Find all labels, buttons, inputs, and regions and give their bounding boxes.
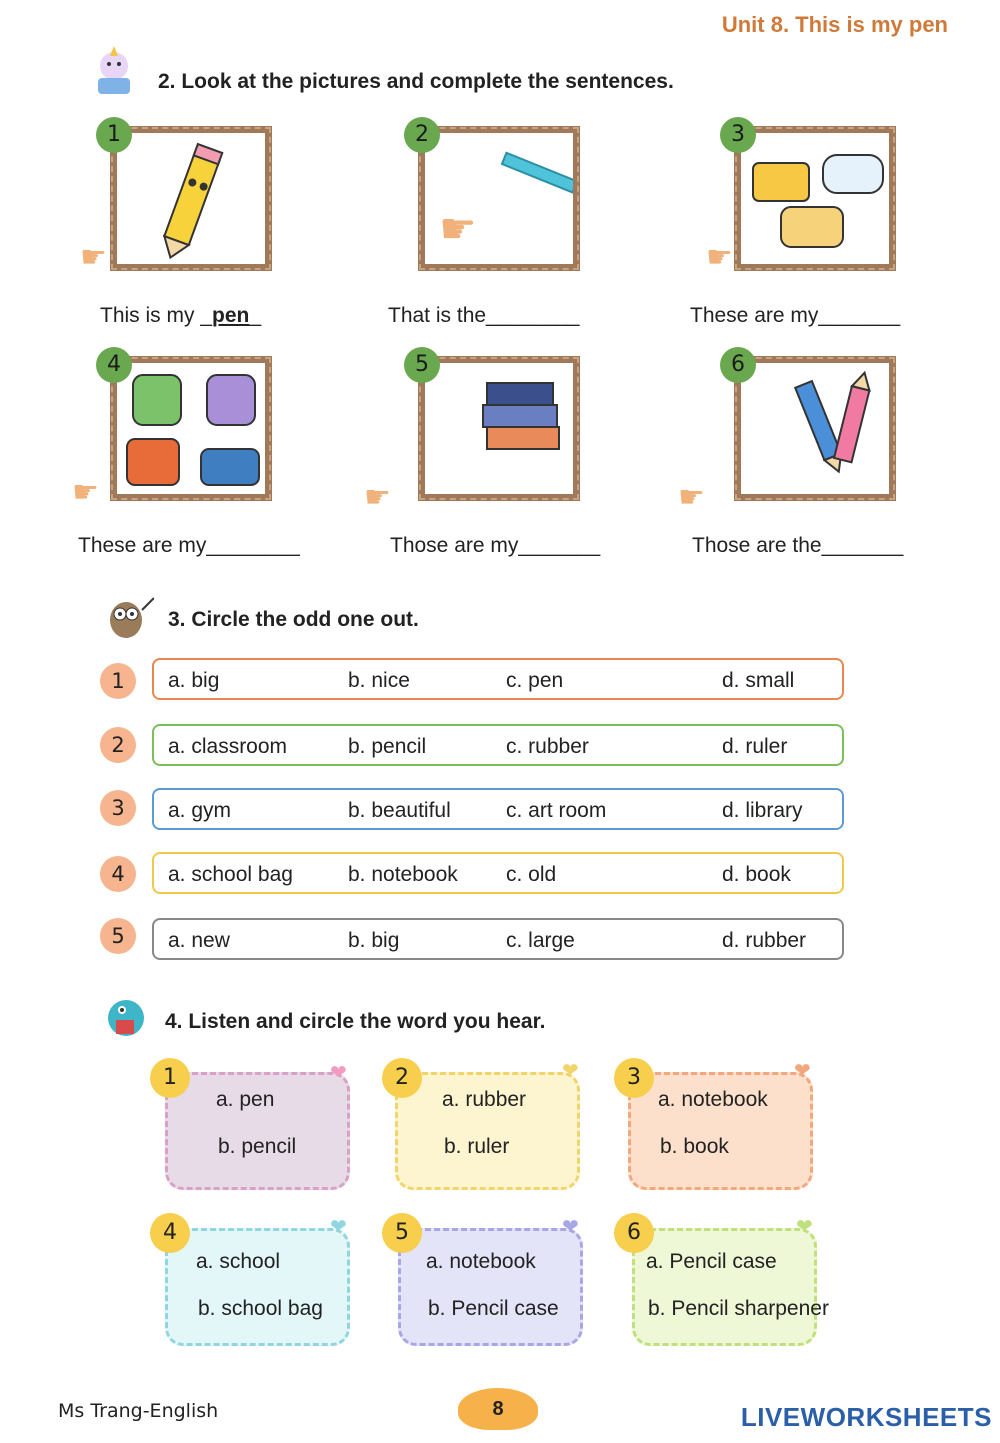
odd-row-2-option-d[interactable]: d. ruler: [722, 735, 788, 758]
odd-row-number-1: 1: [100, 663, 136, 699]
odd-row-5-option-a[interactable]: a. new: [168, 929, 230, 952]
sentence-3[interactable]: These are my_______: [690, 304, 901, 327]
picture-frame-2: [418, 126, 580, 271]
odd-row-3-option-b[interactable]: b. beautiful: [348, 799, 451, 822]
pencils-icon: [741, 363, 889, 494]
picture-frame-5: [418, 356, 580, 501]
sentence-1: This is my _pen_: [100, 304, 262, 327]
odd-row-3-option-a[interactable]: a. gym: [168, 799, 232, 822]
page-number: 8: [458, 1388, 538, 1430]
picture-number-1: 1: [96, 117, 132, 153]
sentence-5[interactable]: Those are my_______: [390, 534, 601, 557]
odd-row-2-option-a[interactable]: a. classroom: [168, 735, 288, 758]
listen-card-5: [398, 1228, 583, 1346]
listen-number-1: 1: [150, 1058, 190, 1098]
odd-row-number-5: 5: [100, 918, 136, 954]
ruler-icon: [425, 133, 573, 264]
listen-1-option-b[interactable]: b. pencil: [218, 1135, 297, 1158]
picture-frame-3: [734, 126, 896, 271]
picture-number-5: 5: [404, 347, 440, 383]
listen-card-4: [165, 1228, 350, 1346]
odd-row-4-option-c[interactable]: c. old: [506, 863, 557, 886]
heart-icon: ❤: [562, 1216, 579, 1238]
listen-5-option-a[interactable]: a. notebook: [426, 1250, 536, 1273]
odd-row-4-option-d[interactable]: d. book: [722, 863, 791, 886]
heart-icon: ❤: [330, 1216, 347, 1238]
pencil-icon: [117, 133, 265, 264]
listen-number-5: 5: [382, 1213, 422, 1253]
pointing-hand-icon: ☛: [80, 241, 107, 274]
books-icon: [425, 363, 573, 494]
heart-icon: ❤: [796, 1216, 813, 1238]
odd-row-1-option-b[interactable]: b. nice: [348, 669, 410, 692]
picture-frame-4: [110, 356, 272, 501]
section3-title: 3. Circle the odd one out.: [168, 608, 419, 631]
heart-icon: ❤: [562, 1060, 579, 1082]
section4-title: 4. Listen and circle the word you hear.: [165, 1010, 546, 1033]
unicorn-mascot-icon: [88, 44, 140, 96]
odd-row-4-option-b[interactable]: b. notebook: [348, 863, 458, 886]
odd-row-2-option-b[interactable]: b. pencil: [348, 735, 427, 758]
pointing-hand-icon: ☛: [364, 481, 391, 514]
listen-2-option-b[interactable]: b. ruler: [444, 1135, 510, 1158]
odd-row-2-option-c[interactable]: c. rubber: [506, 735, 589, 758]
unit-title: Unit 8. This is my pen: [721, 12, 948, 37]
picture-number-6: 6: [720, 347, 756, 383]
listen-number-6: 6: [614, 1213, 654, 1253]
odd-row-3-option-d[interactable]: d. library: [722, 799, 803, 822]
picture-number-4: 4: [96, 347, 132, 383]
listen-1-option-a[interactable]: a. pen: [216, 1088, 275, 1111]
listen-3-option-a[interactable]: a. notebook: [658, 1088, 768, 1111]
picture-frame-6: [734, 356, 896, 501]
dragon-mascot-icon: [102, 988, 154, 1040]
sentence-6[interactable]: Those are the_______: [692, 534, 904, 557]
pointing-hand-icon: ☛: [706, 241, 733, 274]
pointing-hand-icon: ☛: [678, 481, 705, 514]
odd-row-number-3: 3: [100, 790, 136, 826]
listen-number-2: 2: [382, 1058, 422, 1098]
liveworksheets-logo[interactable]: LIVEWORKSHEETS: [740, 1402, 992, 1432]
owl-mascot-icon: [102, 590, 154, 642]
sentence-2[interactable]: That is the________: [388, 304, 580, 327]
odd-row-1-option-a[interactable]: a. big: [168, 669, 220, 692]
listen-4-option-b[interactable]: b. school bag: [198, 1297, 323, 1320]
odd-row-1-option-c[interactable]: c. pen: [506, 669, 564, 692]
heart-icon: ❤: [794, 1060, 811, 1082]
odd-row-number-4: 4: [100, 856, 136, 892]
listen-3-option-b[interactable]: b. book: [660, 1135, 729, 1158]
odd-row-number-2: 2: [100, 727, 136, 763]
sentence-4[interactable]: These are my________: [78, 534, 300, 557]
rubber-icon: [741, 133, 889, 264]
sentence-1-answer[interactable]: pen: [212, 304, 250, 327]
pointing-hand-icon: ☛: [72, 476, 99, 509]
heart-icon: ❤: [330, 1062, 347, 1084]
odd-row-5-option-d[interactable]: d. rubber: [722, 929, 807, 952]
author-name: Ms Trang-English: [58, 1400, 219, 1422]
listen-2-option-a[interactable]: a. rubber: [442, 1088, 527, 1111]
odd-row-5-option-b[interactable]: b. big: [348, 929, 400, 952]
odd-row-5-option-c[interactable]: c. large: [506, 929, 575, 952]
listen-6-option-a[interactable]: a. Pencil case: [646, 1250, 777, 1273]
picture-number-3: 3: [720, 117, 756, 153]
svg-text:☛: ☛: [439, 205, 477, 252]
listen-5-option-b[interactable]: b. Pencil case: [428, 1297, 559, 1320]
picture-number-2: 2: [404, 117, 440, 153]
odd-row-3-option-c[interactable]: c. art room: [506, 799, 607, 822]
odd-row-1-option-d[interactable]: d. small: [722, 669, 795, 692]
odd-row-4-option-a[interactable]: a. school bag: [168, 863, 293, 886]
picture-frame-1: [110, 126, 272, 271]
listen-card-6: [632, 1228, 817, 1346]
listen-6-option-b[interactable]: b. Pencil sharpener: [648, 1297, 829, 1320]
section2-title: 2. Look at the pictures and complete the sentences.: [158, 70, 674, 93]
listen-number-4: 4: [150, 1213, 190, 1253]
school-bag-icon: [117, 363, 265, 494]
listen-number-3: 3: [614, 1058, 654, 1098]
listen-4-option-a[interactable]: a. school: [196, 1250, 281, 1273]
